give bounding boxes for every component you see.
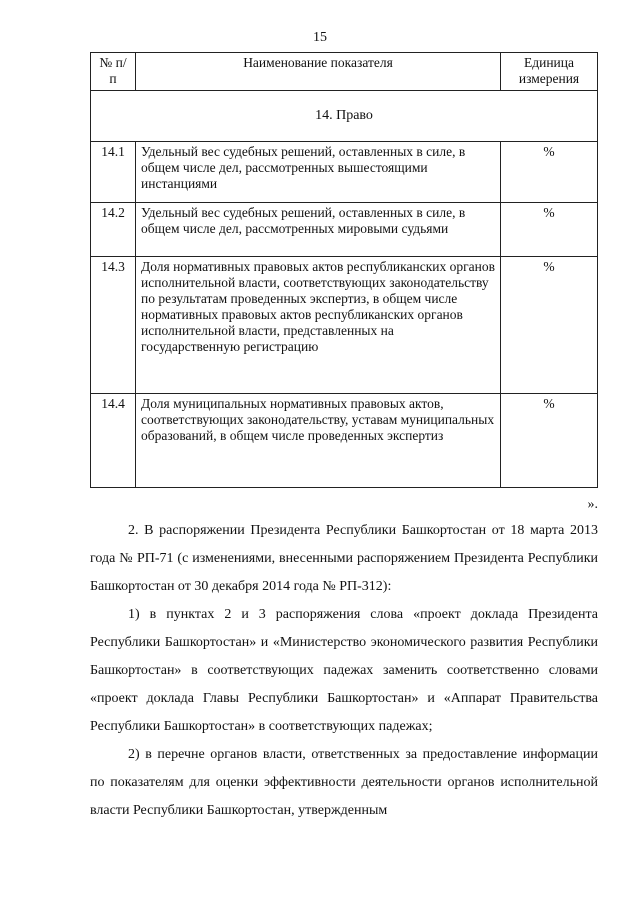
page-number: 15 (313, 30, 327, 45)
row-number: 14.2 (91, 203, 136, 257)
table-row (91, 394, 598, 488)
paragraph: 1) в пунктах 2 и 3 распоряжения слова «проект доклада Президента Республики Башкортостан» и «Министерство экономического развития Республики Башкортостан» в соответствующих падежах заменить соответственно словами «проект доклада Главы Республики Башкортостан» и «Аппарат Правительства Республики Башкортостан» в соответствующих падежах; (90, 607, 598, 734)
table-row (91, 257, 598, 394)
row-number: 14.1 (91, 142, 136, 203)
row-indicator-name: Удельный вес судебных решений, оставленных в силе, в общем числе дел, рассмотренных мировыми судьями (136, 203, 501, 257)
row-number: 14.3 (91, 257, 136, 394)
row-unit: % (501, 203, 598, 257)
paragraph: 2) в перечне органов власти, ответственных за предоставление информации по показателям для оценки эффективности деятельности органов исполнительной власти Республики Башкортостан, утвержденным (90, 747, 598, 818)
header-unit: Единица измерения (501, 53, 598, 91)
row-unit: % (501, 142, 598, 203)
header-indicator-name: Наименование показателя (136, 53, 501, 91)
header-number: № п/п (91, 53, 136, 91)
row-indicator-name: Доля нормативных правовых актов республиканских органов исполнительной власти, соответствующих законодательству по результатам проведенных экспертиз, в общем числе нормативных правовых актов республиканских органов исполнительной власти, представленных на государственную регистрацию (136, 257, 501, 394)
row-number: 14.4 (91, 394, 136, 488)
table-row (91, 203, 598, 257)
table-row (91, 142, 598, 203)
table-header-row (91, 53, 598, 91)
section-row (91, 91, 598, 142)
section-title: 14. Право (91, 91, 598, 142)
indicators-table (90, 52, 598, 488)
body-text (90, 517, 598, 825)
row-indicator-name: Доля муниципальных нормативных правовых актов, соответствующих законодательству, уставам муниципальных образований, в общем числе проведенных экспертиз (136, 394, 501, 488)
paragraph: 2. В распоряжении Президента Республики Башкортостан от 18 марта 2013 года № РП-71 (с изменениями, внесенными распоряжением Президента Республики Башкортостан от 30 декабря 2014 года № РП-312): (90, 523, 598, 594)
row-indicator-name: Удельный вес судебных решений, оставленных в силе, в общем числе дел, рассмотренных вышестоящими инстанциями (136, 142, 501, 203)
row-unit: % (501, 257, 598, 394)
closing-quote: ». (587, 497, 598, 512)
row-unit: % (501, 394, 598, 488)
